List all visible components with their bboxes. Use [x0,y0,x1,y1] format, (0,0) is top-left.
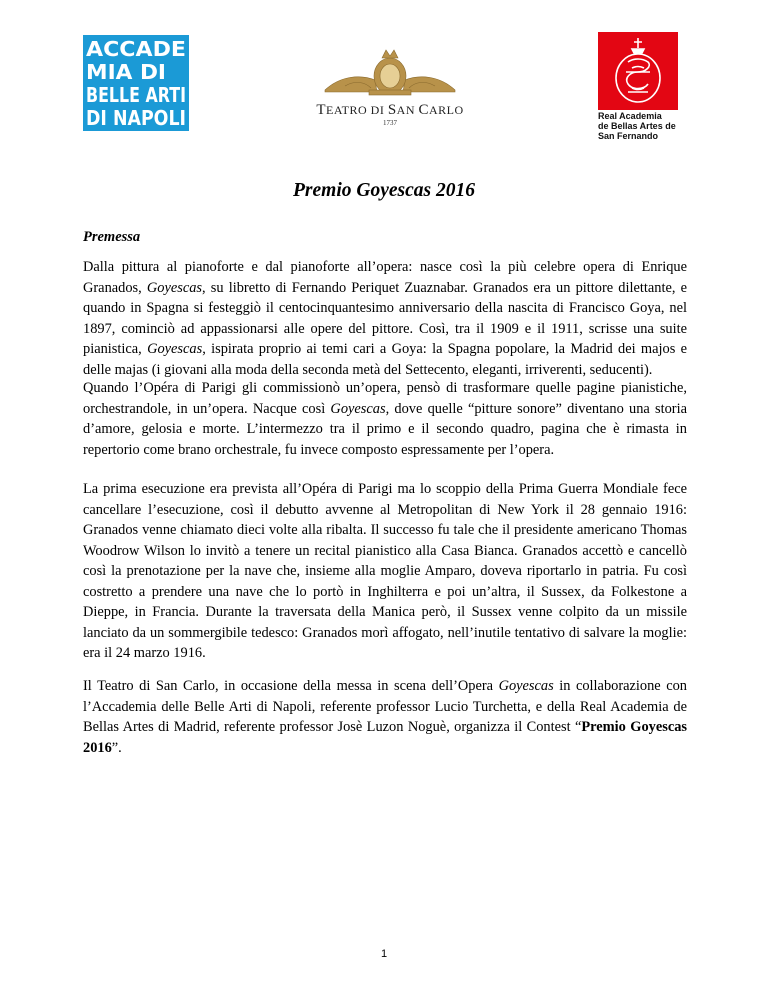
accademia-logo-line-2: MIA DI [86,60,166,84]
p4-text-3: ”. [111,739,122,756]
accademia-logo-line-4: DI NAPOLI [86,106,186,130]
svg-text:TEATRO DI SAN CARLO [316,102,463,118]
p2-text-2: , dove quelle “pitture sonore” diventano una storia d’amore, gelosia e morte. L’intermezzo tra il primo e il secondo quadro, pagina che è rimasta in repertorio come brano orchestrale, fu invece composto espressamente per l’opera. [83,400,687,458]
real-academia-caption [598,111,708,141]
paragraph-4 [83,676,687,758]
p1-italic-goyescas-2: Goyescas [147,341,203,357]
teatro-name-s: S [387,102,397,118]
p1-text-3: , ispirata proprio ai temi cari a Goya: la Spagna popolare, la Madrid dei majos e delle majas (i giovani alla moda della seconda metà del Settecento, eleganti, irriverenti, seducenti). [83,341,688,378]
paragraph-3: La prima esecuzione era prevista all’Opéra di Parigi ma lo scoppio della Prima Guerra Mondiale fece cancellare l’esecuzione, così il debutto avvenne al Metropolitan di New York il 28 gennaio 1916: Granados venne chiamato dieci volte alla ribalta. Il successo fu tale che il presidente americano Thomas Woodrow Wilson lo invitò a tenere un recital pianistico alla Casa Bianca. Granados accettò e cancellò così la prenotazione per la nave che, insieme alla moglie Amparo, doveva riportarlo in patria. Fu così costretto a prendere una nave che lo portò in Inghilterra e poi un’altra, il Sussex, da Folkestone a Dieppe, in Francia. Durante la traversata della Manica però, il Sussex venne colpito da un missile lanciato da un sommergibile tedesco: Granados morì affogato, nell’inutile tentativo di salvare la moglie: era il 24 marzo 1916. [83,481,687,661]
paragraph-2 [83,378,687,460]
accademia-logo-line-3: BELLE ARTI [86,83,186,107]
paragraph-1 [83,257,687,380]
accademia-logo-line-1: ACCADE [86,37,186,61]
page-number: 1 [380,948,388,960]
teatro-crest-icon [325,50,455,95]
p4-italic-goyescas: Goyescas [498,678,554,694]
real-academia-caption-line-3: San Fernando [598,131,659,141]
section-heading-premessa: Premessa [83,229,141,245]
teatro-name-t: T [316,102,326,118]
p1-text-1: Dalla pittura al pianoforte e dal pianoforte all’opera: nasce così la più celebre opera di Enrique Granados, [83,259,687,296]
p4-text-1: Il Teatro di San Carlo, in occasione della messa in scena dell’Opera [83,678,499,694]
teatro-san-carlo-logo [285,46,495,126]
teatro-year: 1737 [383,119,397,127]
p2-italic-goyescas: Goyescas [330,400,386,417]
p4-text-2: in collaborazione con l’Accademia delle Belle Arti di Napoli, referente professor Lucio Turchetta, e della Real Academia de Bellas Artes di Madrid, referente professor Josè Luzon Noguè, organizza il Contest “ [83,678,687,735]
document-title: Premio Goyescas 2016 [293,180,475,201]
p1-italic-goyescas-1: Goyescas [146,279,203,296]
teatro-name-part1: EATRO DI [325,103,388,117]
real-academia-caption-line-1: Real Academia [598,111,662,121]
teatro-name-part3: ARLO [429,103,464,117]
accademia-belle-arti-napoli-logo [83,35,189,131]
teatro-name-c: C [418,102,430,118]
teatro-name-part2: AN [396,103,419,117]
p2-text-1: Quando l’Opéra di Parigi gli commissionò un’opera, pensò di trasformare quelle pagine pianistiche, orchestrandole, in un’opera. Nacque così [83,380,687,417]
p1-text-2: , su libretto di Fernando Periquet Zuaznabar. Granados era un pittore dilettante, e quando in Spagna si festeggiò il centocinquantesimo anniversario della nascita di Francisco Goya, nel 1897, cominciò ad appassionarsi alle opere del pittore. Così, tra il 1909 e il 1911, scrisse una suite pianistica, [83,279,687,357]
real-academia-caption-line-2: de Bellas Artes de [598,121,676,131]
p4-bold-premio: Premio Goyescas 2016 [83,719,688,756]
